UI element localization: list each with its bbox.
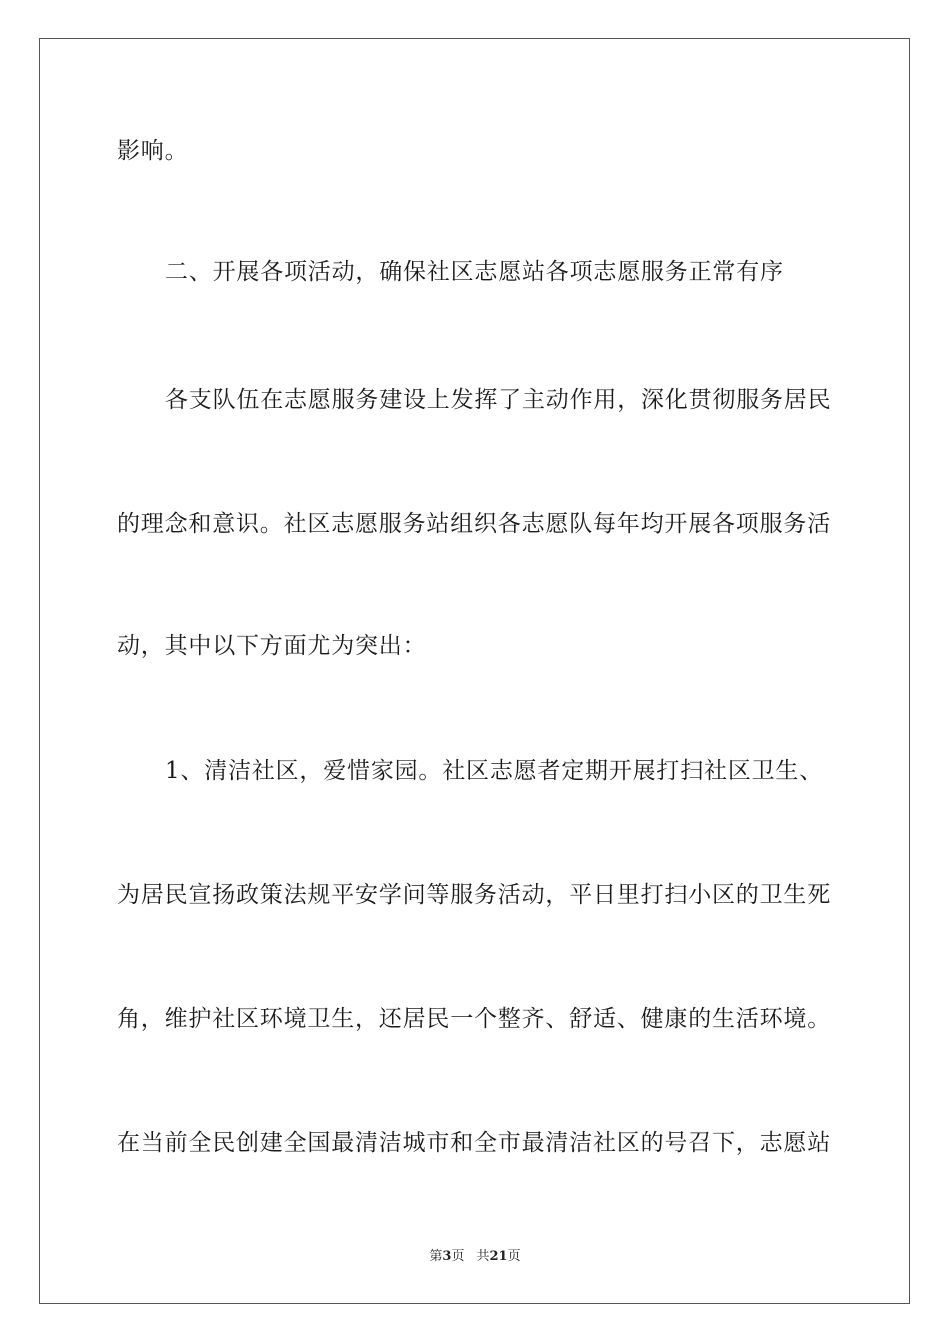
footer-total-prefix: 共 <box>476 1249 490 1264</box>
current-page-number: 3 <box>442 1249 452 1264</box>
list-item-heading: 1、清洁社区，爱惜家园。社区志愿者定期开展打扫社区卫生、 <box>165 758 824 784</box>
total-page-count: 21 <box>489 1249 508 1264</box>
paragraph-line: 各支队伍在志愿服务建设上发挥了主动作用，深化贯彻服务居民 <box>165 387 832 413</box>
paragraph-line: 动，其中以下方面尤为突出： <box>117 633 427 659</box>
page-footer <box>0 1248 950 1266</box>
footer-page-suffix: 页 <box>451 1249 465 1264</box>
footer-total-suffix: 页 <box>507 1249 521 1264</box>
paragraph-line: 的理念和意识。社区志愿服务站组织各志愿队每年均开展各项服务活 <box>117 511 831 537</box>
paragraph-line: 角，维护社区环境卫生，还居民一个整齐、舒适、健康的生活环境。 <box>117 1006 831 1032</box>
footer-page-prefix: 第 <box>429 1249 443 1264</box>
paragraph-line: 在当前全民创建全国最清洁城市和全市最清洁社区的号召下，志愿站 <box>117 1130 831 1156</box>
paragraph-line: 影响。 <box>117 138 189 164</box>
page-frame <box>39 38 910 1304</box>
paragraph-line: 为居民宣扬政策法规平安学问等服务活动，平日里打扫小区的卫生死 <box>117 882 831 908</box>
section-heading: 二、开展各项活动，确保社区志愿站各项志愿服务正常有序 <box>165 259 784 285</box>
